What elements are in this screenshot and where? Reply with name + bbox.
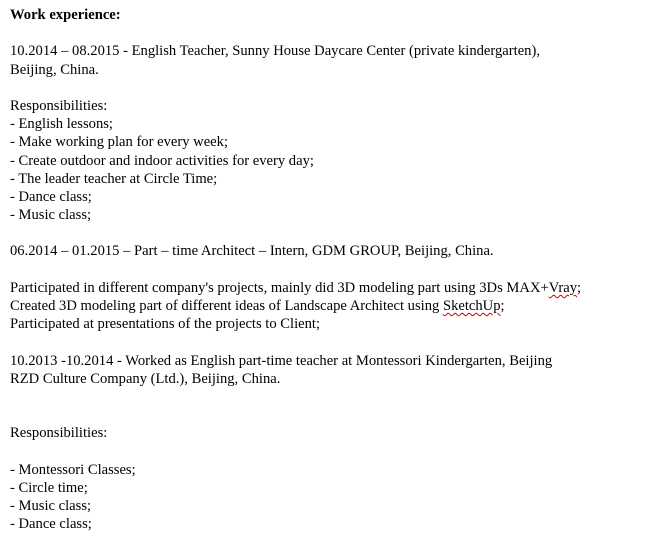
job2-desc1-text: Participated in different company's projects, mainly did 3D modeling part using 3Ds MAX+	[10, 279, 549, 296]
job1-title-line1: 10.2014 – 08.2015 - English Teacher, Sunny House Daycare Center (private kindergarten),	[10, 43, 540, 60]
spacer	[10, 443, 646, 461]
job2-description-line1	[10, 279, 646, 297]
job1-item: - Create outdoor and indoor activities for every day;	[10, 152, 314, 169]
job2-desc1-suffix: ;	[577, 279, 582, 296]
job2-desc2-text: Created 3D modeling part of different ideas of Landscape Architect using	[10, 298, 443, 314]
job2-title-line: 06.2014 – 01.2015 – Part – time Architect – Intern, GDM GROUP, Beijing, China.	[10, 243, 494, 260]
job1-item: - Dance class;	[10, 188, 92, 205]
job3-title-line1: 10.2013 -10.2014 - Worked as English part-time teacher at Montessori Kindergarten, Beijing	[10, 352, 553, 369]
job1-item: - English lessons;	[10, 116, 113, 133]
spacer	[10, 388, 646, 406]
spellcheck-flagged-word[interactable]: SketchUp	[442, 298, 501, 314]
job1-item: - Music class;	[10, 207, 92, 224]
job1-item: - Make working plan for every week;	[10, 134, 229, 151]
spacer	[10, 406, 646, 424]
job2-description-line3: Participated at presentations of the projects to Client;	[10, 316, 321, 333]
spacer	[10, 24, 646, 42]
job3-title-line2: RZD Culture Company (Ltd.), Beijing, China.	[10, 370, 281, 387]
job1-item: - The leader teacher at Circle Time;	[10, 170, 218, 187]
job3-responsibilities-label: Responsibilities:	[10, 425, 108, 442]
document-body	[10, 6, 646, 533]
job2-desc2-suffix: ;	[500, 298, 505, 314]
job3-item: - Dance class;	[10, 516, 92, 533]
spacer	[10, 79, 646, 97]
spacer	[10, 261, 646, 279]
job1-responsibilities-label: Responsibilities:	[10, 97, 108, 114]
job3-item: - Montessori Classes;	[10, 461, 136, 478]
job3-item: - Music class;	[10, 498, 92, 515]
spellcheck-flagged-word[interactable]: Vray	[548, 279, 578, 296]
job2-description-line2	[10, 297, 646, 315]
section-heading: Work experience:	[10, 7, 121, 23]
job3-item: - Circle time;	[10, 479, 88, 496]
spacer	[10, 224, 646, 242]
job1-title-line2: Beijing, China.	[10, 61, 99, 78]
spacer	[10, 333, 646, 351]
